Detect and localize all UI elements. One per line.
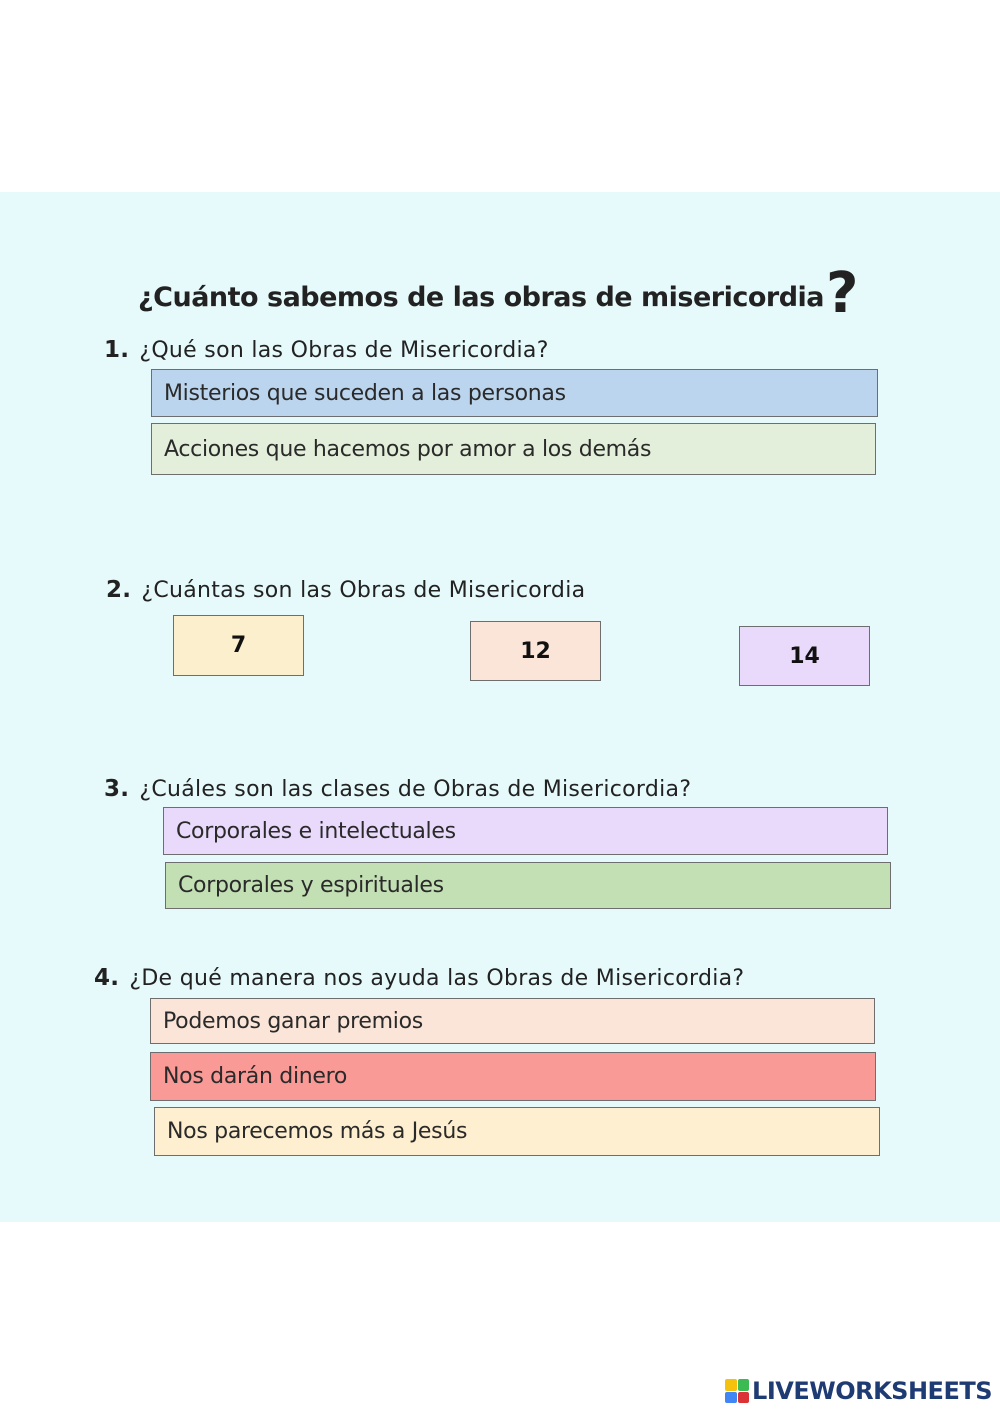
- question-number: 1.: [104, 337, 130, 363]
- q4-option-a[interactable]: [150, 998, 875, 1044]
- option-label: Corporales e intelectuales: [176, 818, 456, 844]
- title-text: ¿Cuánto sabemos de las obras de misericordia: [138, 282, 824, 313]
- q4-option-c[interactable]: [154, 1107, 880, 1156]
- question-text: ¿Cuáles son las clases de Obras de Misericordia?: [139, 777, 692, 802]
- question-4: [94, 965, 744, 991]
- question-text: ¿Qué son las Obras de Misericordia?: [139, 338, 549, 363]
- question-3: [104, 776, 691, 802]
- q3-option-a[interactable]: [163, 807, 888, 855]
- question-text: ¿Cuántas son las Obras de Misericordia: [141, 578, 586, 603]
- option-label: Nos parecemos más a Jesús: [167, 1119, 468, 1144]
- question-1: [104, 337, 549, 363]
- q1-option-b[interactable]: [151, 423, 876, 475]
- option-label: Podemos ganar premios: [163, 1008, 423, 1034]
- title-question-mark: ?: [826, 261, 858, 326]
- q2-option-12[interactable]: [470, 621, 601, 681]
- question-2: [106, 577, 585, 603]
- logo-tile: [725, 1392, 737, 1404]
- logo-tile: [725, 1379, 737, 1391]
- option-label: Acciones que hacemos por amor a los demás: [164, 436, 652, 462]
- question-number: 3.: [104, 776, 130, 802]
- option-label: 14: [789, 643, 820, 669]
- worksheet-title: [138, 255, 858, 326]
- option-label: Nos darán dinero: [163, 1064, 348, 1089]
- liveworksheets-brand: [725, 1374, 992, 1408]
- q1-option-a[interactable]: [151, 369, 878, 417]
- q3-option-b[interactable]: [165, 862, 891, 909]
- option-label: Misterios que suceden a las personas: [164, 380, 566, 406]
- brand-text: LIVEWORKSHEETS: [752, 1377, 992, 1405]
- q2-option-7[interactable]: [173, 615, 304, 676]
- question-text: ¿De qué manera nos ayuda las Obras de Misericordia?: [129, 966, 745, 991]
- question-number: 2.: [106, 577, 132, 603]
- q4-option-b[interactable]: [150, 1052, 876, 1101]
- logo-tile: [738, 1392, 750, 1404]
- logo-tile: [738, 1379, 750, 1391]
- question-number: 4.: [94, 965, 120, 991]
- liveworksheets-logo-icon: [725, 1379, 749, 1403]
- option-label: Corporales y espirituales: [178, 873, 444, 898]
- option-label: 12: [520, 638, 551, 664]
- q2-option-14[interactable]: [739, 626, 870, 686]
- option-label: 7: [230, 633, 247, 658]
